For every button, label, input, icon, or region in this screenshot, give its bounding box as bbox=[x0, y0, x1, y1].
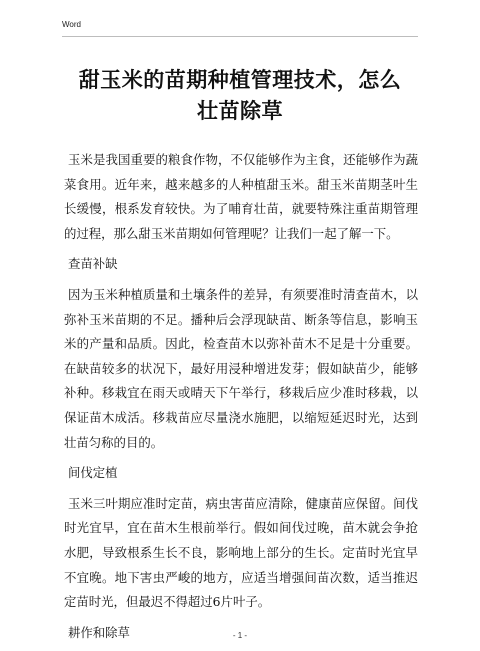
intro-paragraph: 玉米是我国重要的粮食作物，不仅能够作为主食，还能够作为蔬菜食用。近年来，越来越多的人种植甜玉米。甜玉米苗期茎叶生长缓慢，根系发育较快。为了哺育壮苗，就要特殊注重苗期管理的过程，那么甜玉米苗期如何管理呢？让我们一起了解一下。 bbox=[64, 152, 418, 241]
document-body bbox=[64, 148, 418, 651]
section-heading-weeding: 耕作和除草 bbox=[68, 624, 130, 640]
thinning-paragraph: 玉米三叶期应准时定苗，病虫害苗应清除，健康苗应保留。间伐时光宜早，宜在苗木生根前举行。假如间伐过晚，苗木就会争抢水肥，导致根系生长不良，影响地上部分的生长。定苗时光宜早不宜晚。地下害虫严峻的地方，应适当增强间苗次数，适当推迟定苗时光，但最迟不得超过6片叶子。 bbox=[64, 495, 418, 610]
section-heading-thinning: 间伐定植 bbox=[68, 465, 118, 481]
check-seedlings-paragraph: 因为玉米种植质量和土壤条件的差异，有须要准时清查苗木，以弥补玉米苗期的不足。播种后会浮现缺苗、断条等信息，影响玉米的产量和品质。因此，检查苗木以弥补苗木不足是十分重要。在缺苗较多的状况下，最好用浸种增进发芽；假如缺苗少，能够补种。移栽宜在雨天或晴天下午举行，移栽后应少准时移栽，以保证苗木成活。移栽苗应尽量浇水施肥，以缩短延迟时光，达到壮苗匀称的目的。 bbox=[64, 286, 418, 450]
document-title: 甜玉米的苗期种植管理技术，怎么壮苗除草 bbox=[78, 67, 402, 123]
section-heading-check-seedlings: 查苗补缺 bbox=[68, 256, 118, 272]
page-number: - 1 - bbox=[232, 631, 248, 640]
header-divider bbox=[62, 36, 418, 37]
header-label: Word bbox=[62, 20, 81, 29]
